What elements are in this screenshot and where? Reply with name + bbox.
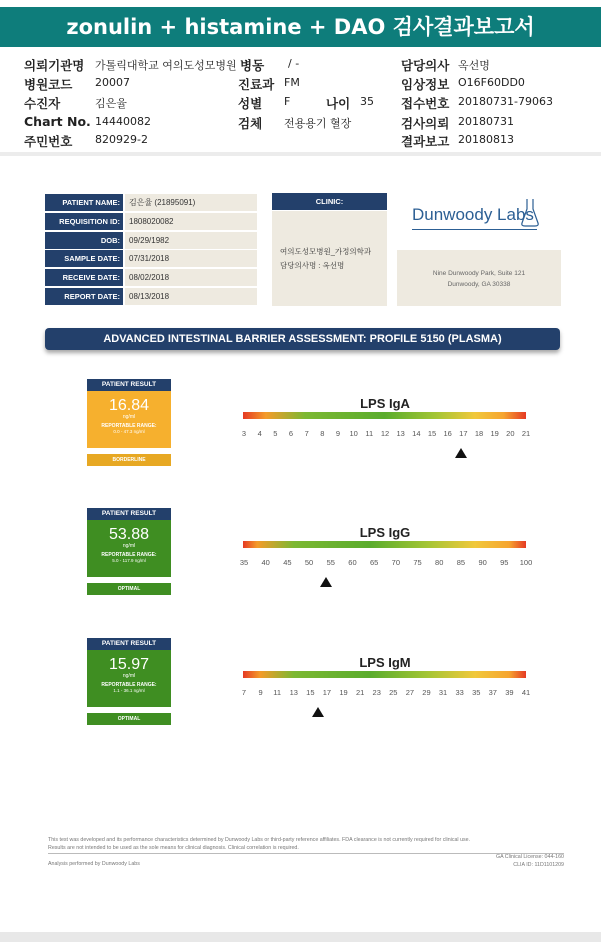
gauge-tick-label: 23 — [372, 688, 381, 697]
header-value: 20180731-79063 — [458, 95, 553, 108]
header-right-field-2 — [401, 94, 553, 112]
result-value: 53.88 — [108, 526, 150, 543]
patient-row-label: SAMPLE DATE: — [45, 250, 123, 267]
header-field-3 — [24, 114, 151, 129]
patient-row — [45, 250, 257, 267]
reportable-range-label: REPORTABLE RANGE: — [101, 423, 157, 429]
gauge-tick-label: 10 — [349, 429, 358, 438]
result-flag: OPTIMAL — [87, 713, 171, 725]
patient-row-label: REQUISITION ID: — [45, 213, 123, 230]
header-label: 의뢰기관명 — [24, 58, 85, 73]
clia-id: CLIA ID: 11D1101209 — [513, 862, 564, 868]
patient-row-label: PATIENT NAME: — [45, 194, 123, 211]
gauge-tick-label: 4 — [257, 429, 262, 438]
result-unit: ng/ml — [122, 673, 136, 679]
gauge-tick-label: 15 — [427, 429, 437, 438]
header-value: 김은율 — [95, 97, 127, 110]
disclaimer-line1: This test was developed and its performance characteristics determined by Dunwoody Labs or third-party reference affiliates. FDA clearance is not currently required for clinical use. — [48, 837, 471, 843]
header-label: 검사의뢰 — [401, 116, 450, 131]
gauge-title: LPS IgA — [360, 396, 410, 411]
gauge-tick-labels — [240, 429, 530, 441]
patient-result-header: PATIENT RESULT — [87, 508, 171, 520]
gauge-title: LPS IgM — [359, 655, 411, 670]
reportable-range-value: 0.0 - 47.3 ng/ml — [113, 429, 145, 434]
patient-result-panel — [87, 638, 171, 725]
gauge-tick-label: 17 — [322, 688, 332, 697]
result-marker-icon — [312, 707, 324, 717]
header-field-0 — [24, 56, 237, 74]
result-marker-icon — [320, 577, 332, 587]
gauge-tick-label: 20 — [506, 429, 515, 438]
gauge-tick-label: 21 — [355, 688, 365, 697]
gauge-tick-label: 35 — [239, 558, 249, 567]
gauge-tick-label: 17 — [459, 429, 468, 438]
footer-disclaimer — [48, 836, 568, 852]
gauge-tick-labels — [240, 688, 530, 700]
header-label: Chart No. — [24, 114, 91, 129]
gauge-tick-label: 60 — [348, 558, 357, 567]
header-label: 담당의사 — [401, 58, 450, 73]
gauge-tick-label: 9 — [335, 429, 341, 438]
header-value: 820929-2 — [95, 133, 148, 146]
header-right-field-0 — [401, 56, 490, 74]
patient-result-body — [87, 391, 171, 448]
gauge-tick-label: 29 — [422, 688, 431, 697]
gauge-tick-label: 3 — [241, 429, 247, 438]
gauge-tick-label: 9 — [258, 688, 263, 697]
result-unit: ng/ml — [122, 543, 136, 549]
header-right-field-3 — [401, 114, 514, 132]
gauge-tick-label: 39 — [505, 688, 514, 697]
gauge-tick-label: 75 — [413, 558, 422, 567]
disclaimer-line2: Results are not intended to be used as the sole means for clinical diagnosis. Clinical correlation is required. — [48, 845, 299, 851]
header-value: FM — [284, 76, 300, 89]
gauge-tick-label: 19 — [490, 429, 499, 438]
header-value: 가톨릭대학교 여의도성모병원 — [95, 59, 237, 72]
result-flag: OPTIMAL — [87, 583, 171, 595]
clinic-name: 여의도성모병원_가정의학과 — [280, 247, 372, 256]
gauge-tick-label: 55 — [326, 558, 335, 567]
header-value: F — [284, 95, 291, 108]
header-age-field — [326, 94, 374, 112]
patient-row — [45, 288, 257, 305]
patient-row-label: DOB: — [45, 232, 123, 249]
gauge-tick-label: 15 — [306, 688, 315, 697]
header-label: 임상정보 — [401, 77, 450, 92]
clinical-license: GA Clinical License: 044-160 — [495, 854, 564, 860]
header-field-2 — [24, 94, 127, 112]
gauge-tick-label: 65 — [369, 558, 379, 567]
patient-result-body — [87, 520, 171, 577]
header-label: 검체 — [238, 116, 263, 131]
header-field-1 — [24, 75, 130, 93]
gauge-tick-label: 12 — [380, 429, 390, 438]
result-value: 16.84 — [108, 397, 150, 414]
gauge-bar — [243, 412, 526, 419]
header-right-field-1 — [401, 75, 525, 93]
patient-row-value: 07/31/2018 — [125, 250, 257, 267]
lab-address-box — [397, 250, 561, 306]
header-label: 수진자 — [24, 96, 61, 111]
lab-address-line1: Nine Dunwoody Park, Suite 121 — [432, 270, 526, 277]
gauge-tick-label: 90 — [478, 558, 487, 567]
gauge-bar — [243, 671, 526, 678]
gauge-tick-label: 35 — [472, 688, 481, 697]
range-gauge — [239, 525, 533, 635]
license-info — [496, 853, 564, 869]
header-mid-field-2 — [238, 94, 291, 112]
header-right-field-4 — [401, 132, 514, 150]
header-value: 20180813 — [458, 133, 514, 146]
gauge-tick-label: 31 — [438, 688, 448, 697]
gauge-tick-label: 95 — [500, 558, 509, 567]
header-divider — [0, 152, 601, 156]
gauge-tick-label: 11 — [365, 429, 374, 438]
gauge-tick-label: 19 — [339, 688, 348, 697]
flask-icon — [520, 197, 540, 227]
result-unit: ng/ml — [122, 414, 136, 420]
patient-row-label: REPORT DATE: — [45, 288, 123, 305]
age-label: 나이 — [326, 96, 351, 111]
header-value: 20007 — [95, 76, 130, 89]
header-value: 전용용기 혈장 — [284, 117, 352, 130]
gauge-tick-label: 5 — [273, 429, 278, 438]
header-value: 14440082 — [95, 115, 151, 128]
result-marker-icon — [455, 448, 467, 458]
gauge-tick-label: 18 — [474, 429, 484, 438]
age-value: 35 — [360, 95, 374, 108]
reportable-range-value: 1.1 - 36.1 ng/ml — [113, 688, 145, 693]
gauge-tick-label: 16 — [443, 429, 452, 438]
gauge-tick-labels — [239, 558, 533, 570]
patient-result-panel — [87, 508, 171, 595]
report-title: zonulin + histamine + DAO 검사결과보고서 — [0, 7, 601, 47]
footer-divider — [48, 853, 564, 854]
result-flag: BORDERLINE — [87, 454, 171, 466]
range-gauge — [240, 655, 530, 765]
patient-row-value: 김은율 (21895091) — [125, 194, 257, 211]
patient-row-value: 1808020082 — [125, 213, 257, 230]
patient-row-value: 09/29/1982 — [125, 232, 257, 249]
gauge-tick-label: 11 — [273, 688, 282, 697]
gauge-tick-label: 7 — [241, 688, 247, 697]
gauge-tick-label: 37 — [488, 688, 497, 697]
patient-row-label: RECEIVE DATE: — [45, 269, 123, 286]
header-value: 옥선명 — [458, 59, 490, 72]
clinic-header: CLINIC: — [272, 193, 387, 210]
patient-row — [45, 232, 257, 249]
patient-result-body — [87, 650, 171, 707]
gauge-tick-label: 21 — [521, 429, 531, 438]
gauge-tick-label: 41 — [521, 688, 531, 697]
gauge-tick-label: 7 — [304, 429, 309, 438]
logo-underline — [412, 229, 537, 230]
header-label: 접수번호 — [401, 96, 450, 111]
gauge-tick-label: 13 — [289, 688, 298, 697]
header-mid-field-0 — [240, 56, 300, 74]
patient-result-panel — [87, 379, 171, 466]
reportable-range-value: 5.0 - 117.9 ng/ml — [112, 558, 146, 563]
header-value: O16F60DD0 — [458, 76, 525, 89]
patient-row-value: 08/13/2018 — [125, 288, 257, 305]
result-value: 15.97 — [108, 656, 150, 673]
patient-result-header: PATIENT RESULT — [87, 638, 171, 650]
patient-result-header: PATIENT RESULT — [87, 379, 171, 391]
gauge-tick-label: 50 — [304, 558, 314, 567]
gauge-tick-label: 13 — [396, 429, 405, 438]
lab-logo-text: Dunwoody Labs — [412, 205, 534, 224]
analysis-performed: Analysis performed by Dunwoody Labs — [48, 861, 140, 867]
header-label: 병동 — [240, 58, 265, 73]
header-label: 결과보고 — [401, 134, 450, 149]
header-label: 병원코드 — [24, 77, 73, 92]
lab-address-line2: Dunwoody, GA 30338 — [447, 281, 511, 288]
header-mid-field-3 — [238, 114, 352, 132]
gauge-tick-label: 70 — [391, 558, 401, 567]
gauge-title: LPS IgG — [359, 525, 411, 540]
gauge-tick-label: 27 — [405, 688, 415, 697]
patient-row — [45, 213, 257, 230]
gauge-tick-label: 80 — [435, 558, 444, 567]
dunwoody-labs-logo — [412, 205, 534, 225]
gauge-tick-label: 100 — [519, 558, 533, 567]
gauge-tick-label: 25 — [389, 688, 398, 697]
gauge-tick-label: 8 — [320, 429, 325, 438]
gauge-tick-label: 33 — [455, 688, 464, 697]
header-mid-field-1 — [238, 75, 300, 93]
gauge-tick-label: 45 — [283, 558, 292, 567]
page-bottom-divider — [0, 932, 601, 942]
gauge-tick-label: 85 — [456, 558, 466, 567]
range-gauge — [240, 396, 530, 506]
assessment-banner: ADVANCED INTESTINAL BARRIER ASSESSMENT: PROFILE 5150 (PLASMA) — [45, 328, 560, 350]
gauge-tick-label: 40 — [261, 558, 270, 567]
header-label: 주민번호 — [24, 134, 73, 149]
header-value: / - — [288, 57, 300, 70]
gauge-tick-label: 14 — [412, 429, 421, 438]
header-label: 성별 — [238, 96, 263, 111]
patient-row-value: 08/02/2018 — [125, 269, 257, 286]
gauge-tick-label: 6 — [288, 429, 294, 438]
header-field-4 — [24, 132, 148, 150]
gauge-bar — [243, 541, 526, 548]
clinic-doctor: 담당의사명 : 옥선명 — [280, 261, 345, 270]
header-value: 20180731 — [458, 115, 514, 128]
clinic-box — [272, 211, 387, 306]
reportable-range-label: REPORTABLE RANGE: — [101, 552, 157, 558]
reportable-range-label: REPORTABLE RANGE: — [101, 682, 157, 688]
header-label: 진료과 — [238, 77, 275, 92]
patient-row — [45, 269, 257, 286]
patient-row — [45, 194, 257, 211]
